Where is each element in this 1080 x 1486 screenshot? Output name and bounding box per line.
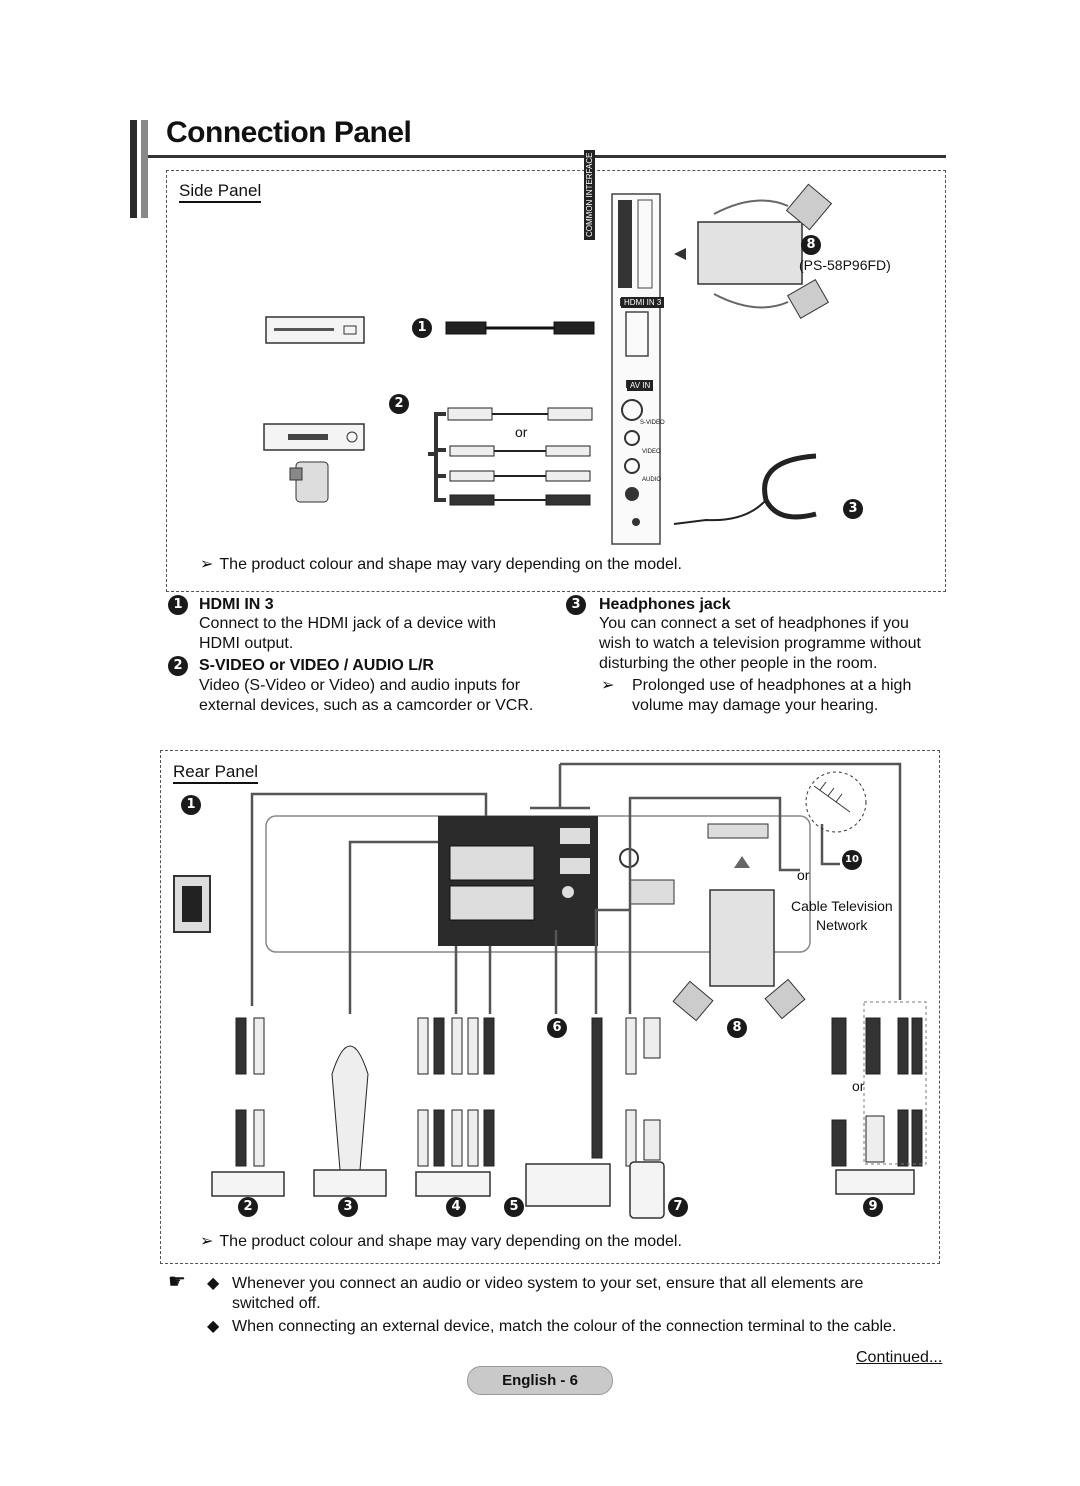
rear-callout-9: 9 [863, 1197, 883, 1217]
rca-cables-icon [450, 446, 590, 505]
hdmi-in-3-label: HDMI IN 3 [621, 297, 664, 308]
rear-callout-6: 6 [547, 1018, 567, 1038]
item-title-hdmi: HDMI IN 3 [199, 596, 274, 613]
camcorder-icon [290, 462, 328, 502]
arrow-icon: ➢ [200, 1233, 214, 1250]
svideo-cable-icon [448, 408, 592, 420]
rear-callout-2: 2 [238, 1197, 258, 1217]
hdmi-cable-icon [446, 322, 594, 334]
rear-callout-3: 3 [338, 1197, 358, 1217]
device-row [212, 1162, 914, 1218]
pointing-hand-icon: ☛ [168, 1271, 186, 1293]
item-body-headphones-2: wish to watch a television programme without [599, 635, 921, 652]
rear-callout-8: 8 [727, 1018, 747, 1038]
antenna-icon [806, 772, 866, 832]
item-body-svideo-1: Video (S-Video or Video) and audio inputs for [199, 677, 521, 694]
cable-tv-label-1: Cable Television [791, 898, 893, 914]
arrow-icon: ➢ [200, 556, 214, 573]
s-video-label: S-VIDEO [640, 420, 665, 426]
callout-2: 2 [389, 394, 409, 414]
item-num-3: 3 [566, 595, 586, 615]
headphones-warning-1: Prolonged use of headphones at a high [632, 677, 912, 694]
common-interface-label: COMMON INTERFACE [584, 150, 595, 240]
side-panel-heading: Side Panel [179, 181, 261, 203]
page-footer-label: English - 6 [467, 1366, 613, 1395]
rear-panel-diagram [160, 750, 938, 1230]
rear-callout-5: 5 [504, 1197, 524, 1217]
item-body-headphones-1: You can connect a set of headphones if you [599, 615, 909, 632]
headphones-warning-arrow: ➢ [601, 677, 615, 694]
rear-callout-7: 7 [668, 1197, 688, 1217]
callout-8: 8 [801, 235, 821, 255]
rear-callout-4: 4 [446, 1197, 466, 1217]
rear-or-label-2: or [852, 1078, 865, 1094]
item-title-svideo: S-VIDEO or VIDEO / AUDIO L/R [199, 657, 434, 674]
item-title-headphones: Headphones jack [599, 596, 731, 613]
rear-panel-heading: Rear Panel [173, 762, 258, 784]
audio-label: AUDIO [642, 477, 662, 483]
cable-row [236, 1018, 922, 1170]
model-note: (PS-58P96FD) [799, 257, 891, 273]
footer-note-1-line-1: Whenever you connect an audio or video system to your set, ensure that all elements are [232, 1275, 864, 1292]
footer-note-2: When connecting an external device, match the colour of the connection terminal to the cable. [232, 1318, 897, 1335]
rear-callout-1: 1 [181, 795, 201, 815]
item-body-hdmi-1: Connect to the HDMI jack of a device with [199, 615, 497, 632]
title-rule [148, 155, 946, 158]
rear-panel-note: ➢ The product colour and shape may vary depending on the model. [200, 1233, 682, 1250]
item-body-headphones-3: disturbing the other people in the room. [599, 655, 878, 672]
video-label: VIDEO [642, 449, 661, 455]
cable-tv-label-2: Network [816, 917, 868, 933]
dvd-player-icon [266, 317, 364, 343]
decor-bar-1 [130, 120, 137, 218]
callout-3: 3 [843, 499, 863, 519]
callout-1: 1 [412, 318, 432, 338]
item-num-1: 1 [168, 595, 188, 615]
page-title: Connection Panel [166, 116, 412, 149]
continued-label: Continued... [856, 1349, 943, 1366]
power-socket-icon [174, 876, 210, 932]
item-body-hdmi-2: HDMI output. [199, 635, 294, 652]
headphones-icon [674, 456, 816, 524]
diamond-icon: ◆ [207, 1318, 220, 1335]
footer-note-1-line-2: switched off. [232, 1295, 321, 1312]
side-panel-note: ➢ The product colour and shape may vary depending on the model. [200, 556, 682, 573]
diamond-icon: ◆ [207, 1275, 220, 1292]
decor-bar-2 [141, 120, 148, 218]
rear-or-label-1: or [797, 867, 810, 883]
rear-callout-10: 10 [842, 850, 862, 870]
ci-card-rear-icon [673, 856, 805, 1021]
vcr-icon [264, 424, 364, 450]
item-num-2: 2 [168, 656, 188, 676]
headphones-warning-2: volume may damage your hearing. [632, 697, 879, 714]
side-panel-diagram [166, 170, 944, 550]
av-in-label: AV IN [627, 380, 653, 391]
item-body-svideo-2: external devices, such as a camcorder or VCR. [199, 697, 534, 714]
or-label: or [515, 424, 528, 440]
